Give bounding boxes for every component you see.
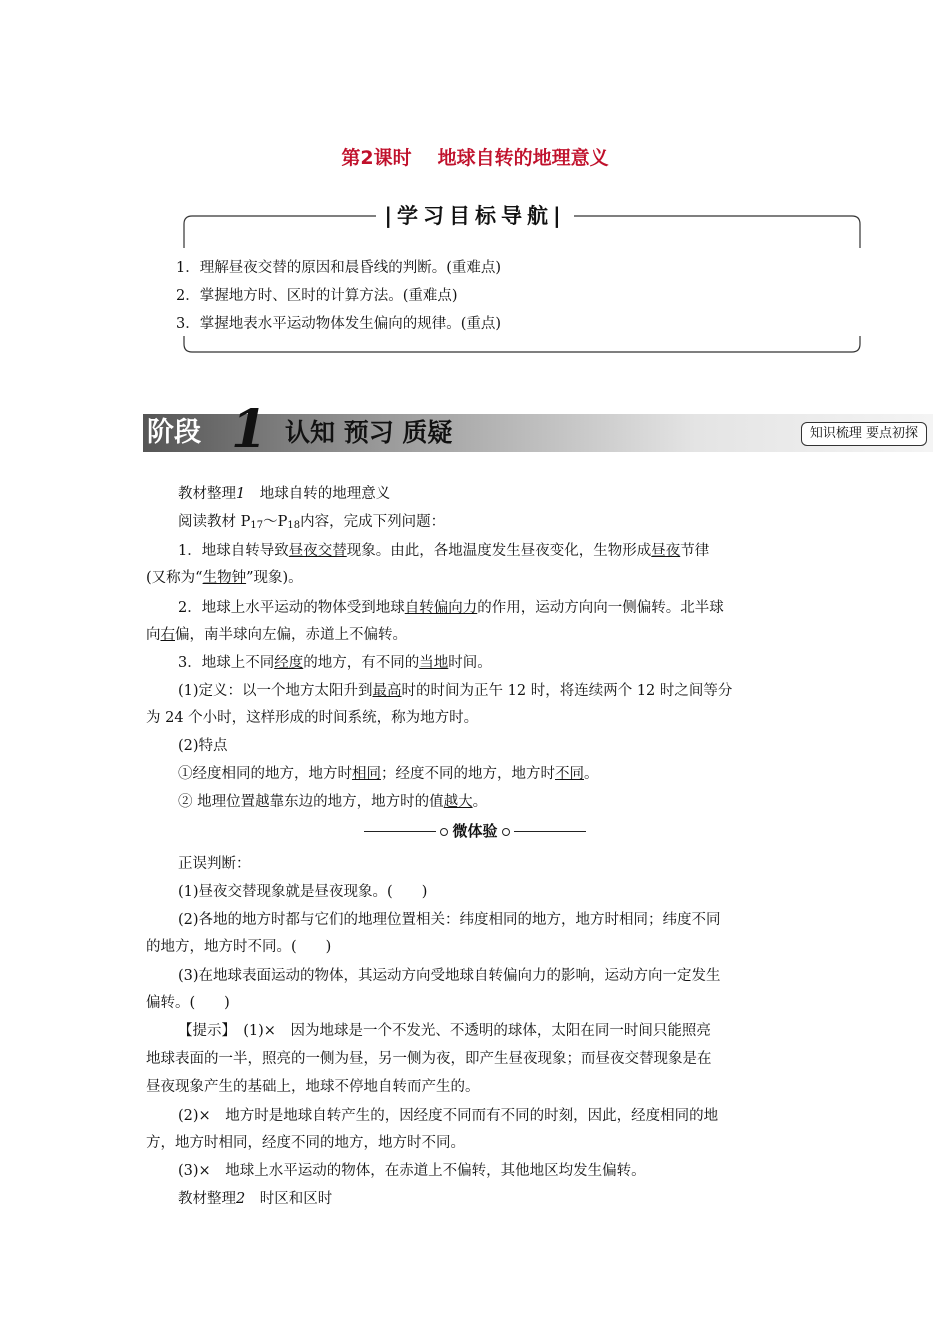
paragraph: 1．地球自转导致昼夜交替现象。由此，各地温度发生昼夜变化，生物形成昼夜节律	[178, 543, 710, 559]
question: 偏转。( )	[146, 995, 230, 1011]
paragraph: 3．地球上不同经度的地方，有不同的当地时间。	[178, 655, 492, 671]
section-heading: 教材整理2 时区和区时	[178, 1191, 333, 1207]
micro-experience-heading: 微体验	[0, 820, 950, 841]
objective-item: 3．掌握地表水平运动物体发生偏向的规律。(重点)	[176, 316, 502, 332]
question: (3)在地球表面运动的物体，其运动方向受地球自转偏向力的影响，运动方向一定发生	[178, 968, 721, 984]
main-content	[146, 0, 810, 1344]
stage-number: 1	[231, 399, 268, 460]
paragraph: ①经度相同的地方，地方时相同；经度不同的地方，地方时不同。	[178, 766, 599, 782]
objective-item: 1．理解昼夜交替的原因和晨昏线的判断。(重难点)	[176, 260, 502, 276]
paragraph: 正误判断：	[178, 856, 251, 872]
paragraph: ② 地理位置越靠东边的地方，地方时的值越大。	[178, 794, 488, 810]
objectives-heading: |学习目标导航|	[0, 200, 950, 230]
hint: (3)× 地球上水平运动的物体，在赤道上不偏转，其他地区均发生偏转。	[178, 1163, 646, 1179]
paragraph: 2．地球上水平运动的物体受到地球自转偏向力的作用，运动方向向一侧偏转。北半球	[178, 600, 724, 616]
objective-item: 2．掌握地方时、区时的计算方法。(重难点)	[176, 288, 458, 304]
paragraph: (又称为“生物钟”现象)。	[146, 570, 303, 586]
section-heading: 教材整理1 地球自转的地理意义	[178, 486, 391, 502]
paragraph: 向右偏，南半球向左偏，赤道上不偏转。	[146, 627, 407, 643]
paragraph: 为 24 个小时，这样形成的时间系统，称为地方时。	[146, 710, 479, 726]
stage-tag: 知识梳理 要点初探	[801, 422, 927, 446]
question: (2)各地的地方时都与它们的地理位置相关：纬度相同的地方，地方时相同；纬度不同	[178, 912, 721, 928]
hint: 【提示】 (1)× 因为地球是一个不发光、不透明的球体，太阳在同一时间只能照亮	[178, 1023, 711, 1039]
reading-instruction: 阅读教材 $P_{17}\sim P_{18}$内容，完成下列问题：	[178, 514, 446, 531]
question: (1)昼夜交替现象就是昼夜现象。( )	[178, 884, 428, 900]
lesson-name: 地球自转的地理意义	[437, 147, 609, 169]
stage-label: 阶段	[147, 417, 201, 448]
question: 的地方，地方时不同。( )	[146, 939, 332, 955]
hint: 地球表面的一半，照亮的一侧为昼，另一侧为夜，即产生昼夜现象；而昼夜交替现象是在	[146, 1051, 712, 1067]
lesson-number: 第2课时	[341, 147, 412, 169]
hint: 方，地方时相同，经度不同的地方，地方时不同。	[146, 1135, 465, 1151]
hint: (2)× 地方时是地球自转产生的，因经度不同而有不同的时刻，因此，经度相同的地	[178, 1108, 719, 1124]
stage-title: 认知 预习 质疑	[285, 418, 453, 447]
paragraph: (1)定义：以一个地方太阳升到最高时的时间为正午 12 时，将连续两个 12 时之间等分	[178, 683, 733, 699]
paragraph: (2)特点	[178, 738, 228, 754]
hint: 昼夜现象产生的基础上，地球不停地自转而产生的。	[146, 1079, 480, 1095]
